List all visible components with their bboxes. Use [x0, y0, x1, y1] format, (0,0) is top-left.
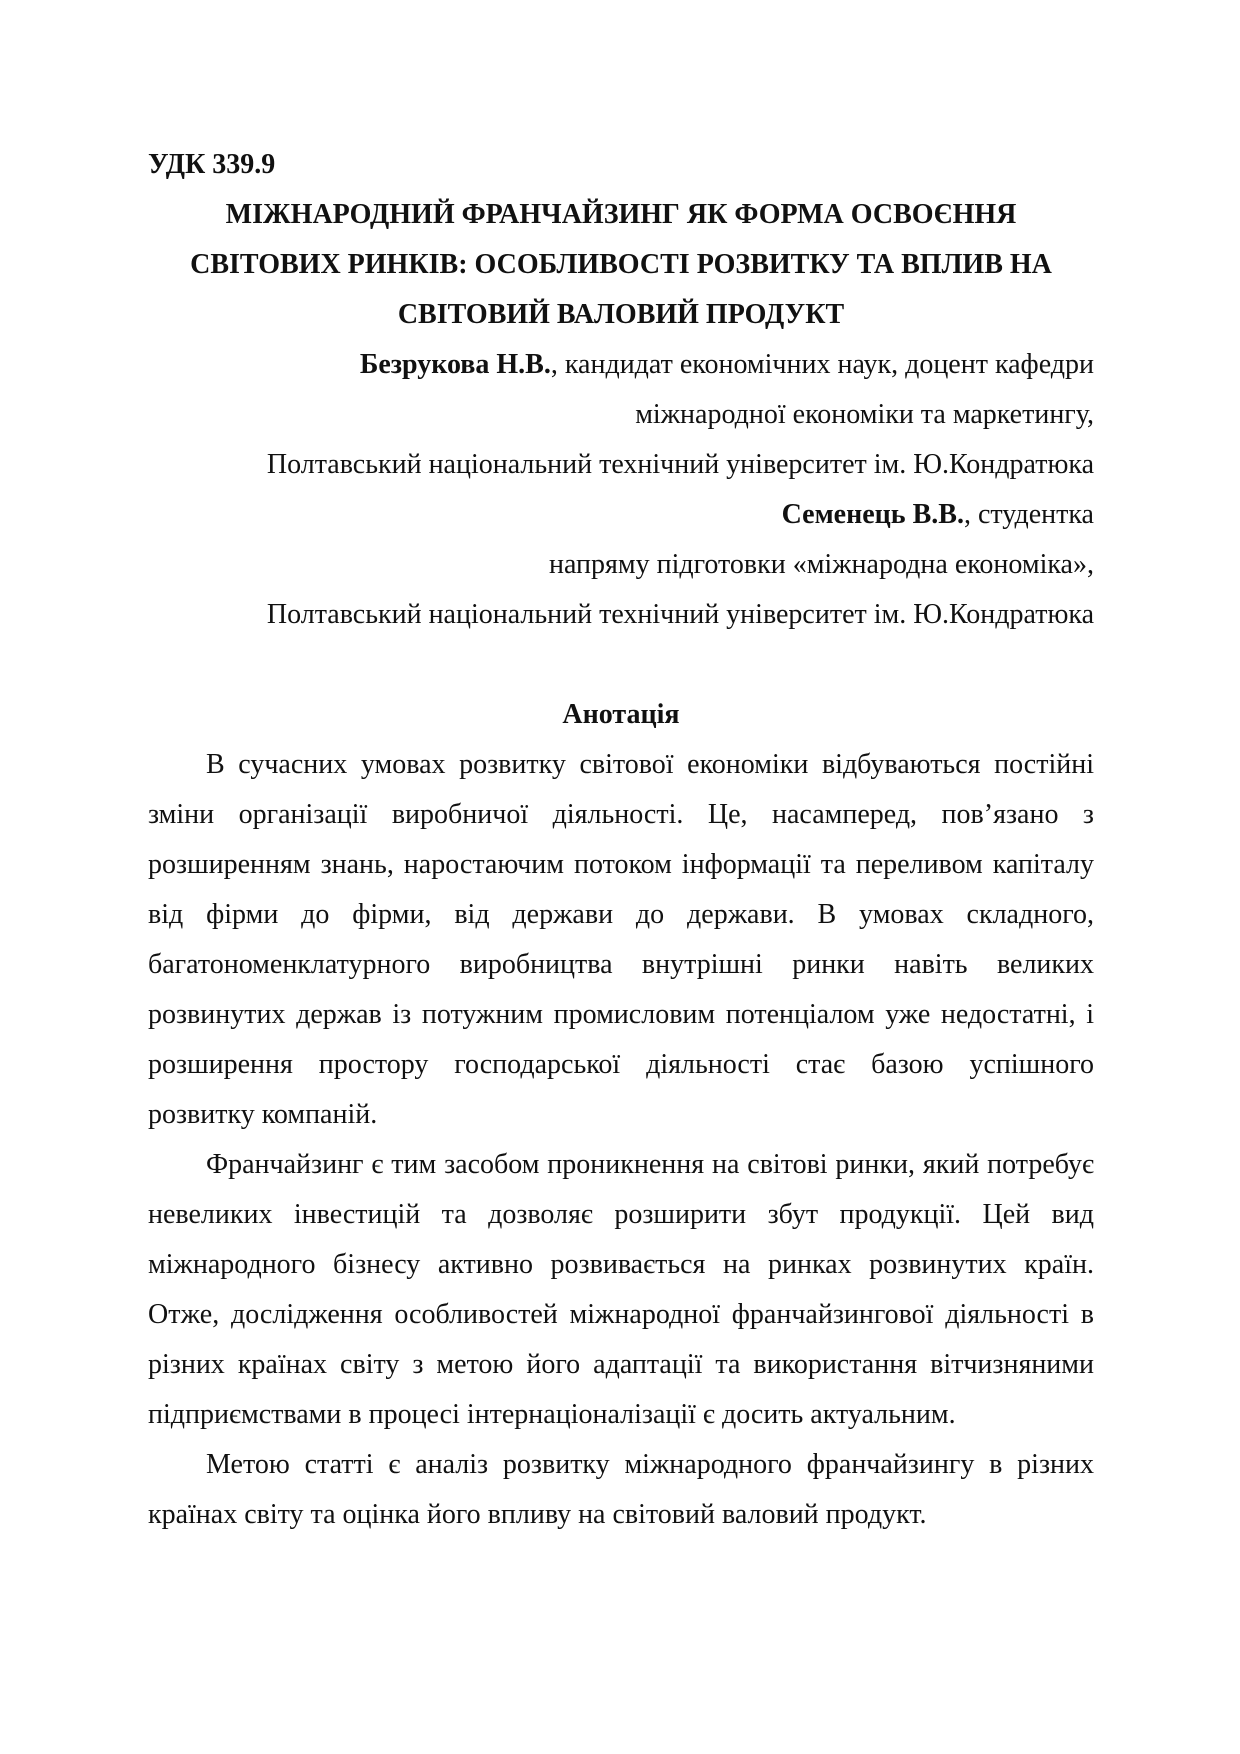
author-2-position: , студентка: [963, 499, 1094, 530]
title-line: МІЖНАРОДНИЙ ФРАНЧАЙЗИНГ ЯК ФОРМА ОСВОЄННЯ: [225, 199, 1017, 230]
author-2-affiliation: Полтавський національний технічний університет ім. Ю.Кондратюка: [266, 599, 1094, 630]
article-title: [148, 190, 1094, 340]
author-2-name: Семенець В.В.: [781, 499, 964, 530]
udc-code: УДК 339.9: [148, 149, 276, 180]
abstract-paragraph: Метою статті є аналіз розвитку міжнародного франчайзингу в різних країнах світу та оцінка його впливу на світовий валовий продукт.: [148, 1449, 1094, 1530]
author-1-name: Безрукова Н.В.: [359, 349, 551, 380]
article-content: [148, 140, 1094, 1540]
abstract-heading: Анотація: [562, 699, 680, 730]
author-2-line: [148, 490, 1094, 540]
abstract-paragraph: В сучасних умовах розвитку світової економіки відбуваються постійні зміни організації виробничої діяльності. Це, насамперед, пов’язано з розширенням знань, наростаючим потоком інформації та переливом капіталу від фірми до фірми, від держави до держави. В умовах складного, багатономенклатурного виробництва внутрішні ринки навіть великих розвинутих держав із потужним промисловим потенціалом уже недостатні, і розширення простору господарської діяльності стає базою успішного розвитку компаній.: [148, 749, 1094, 1130]
abstract-paragraph: Франчайзинг є тим засобом проникнення на світові ринки, який потребує невеликих інвестицій та дозволяє розширити збут продукції. Цей вид міжнародного бізнесу активно розвивається на ринках розвинутих країн. Отже, дослідження особливостей міжнародної франчайзингової діяльності в різних країнах світу з метою його адаптації та використання вітчизняними підприємствами в процесі інтернаціоналізації є досить актуальним.: [148, 1149, 1094, 1430]
author-1-line: [148, 340, 1094, 390]
author-1-position: , кандидат економічних наук, доцент кафедри: [550, 349, 1094, 380]
author-block: [148, 340, 1094, 640]
title-line: СВІТОВИЙ ВАЛОВИЙ ПРОДУКТ: [397, 299, 845, 330]
title-line: СВІТОВИХ РИНКІВ: ОСОБЛИВОСТІ РОЗВИТКУ ТА ВПЛИВ НА: [190, 249, 1052, 280]
author-2-department: напряму підготовки «міжнародна економіка»,: [548, 549, 1094, 580]
author-1-affiliation: Полтавський національний технічний університет ім. Ю.Кондратюка: [266, 449, 1094, 480]
author-1-department: міжнародної економіки та маркетингу,: [635, 399, 1094, 430]
